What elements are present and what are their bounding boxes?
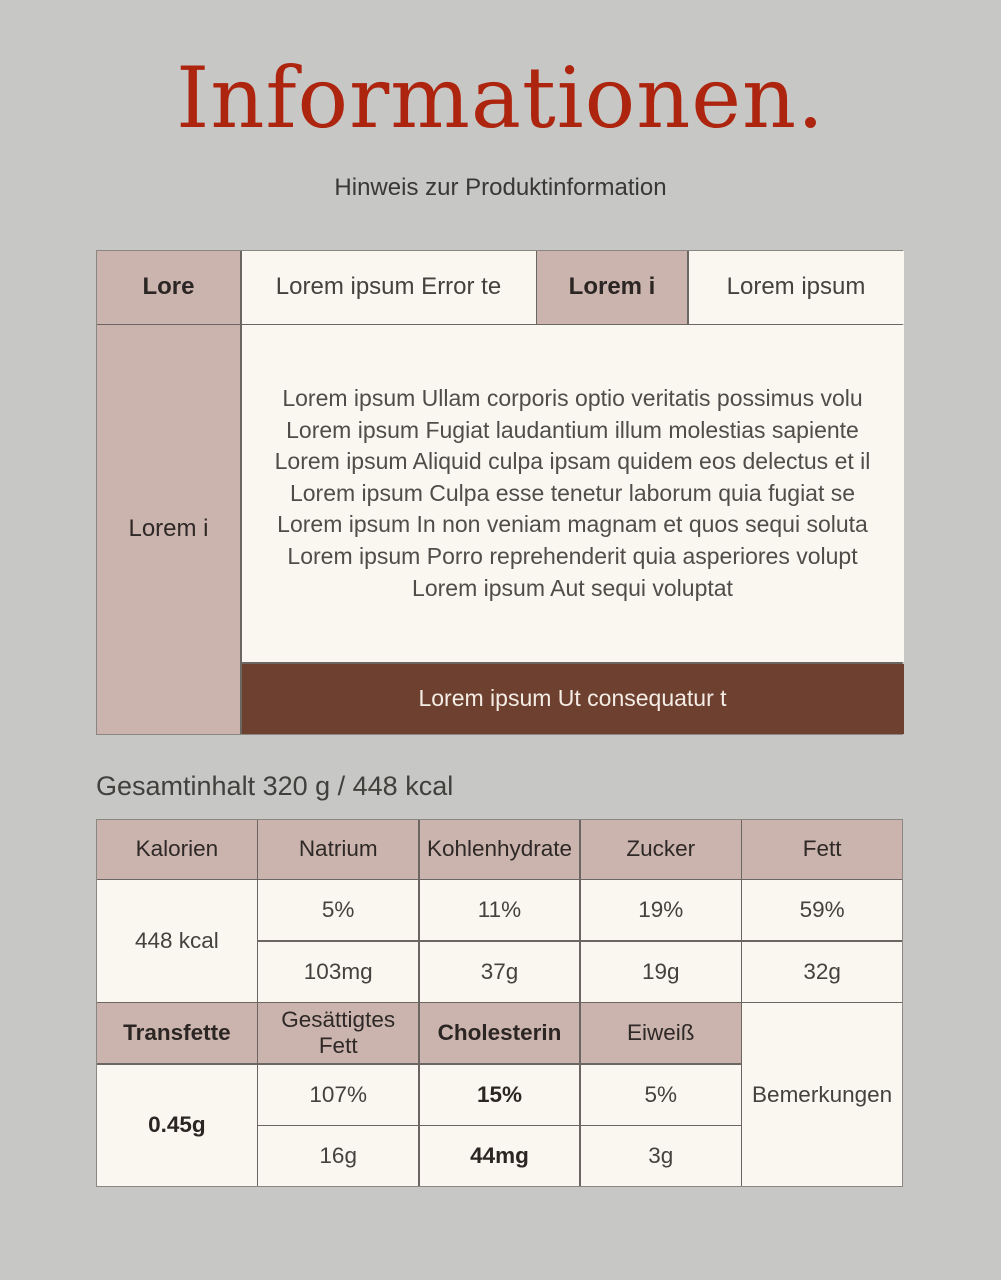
nutrition-amount-eiweiss: 3g	[581, 1126, 741, 1186]
info-header-cell-error: Lorem ipsum Error te	[242, 251, 536, 324]
nutrition-percent-gesaettigtes-fett: 107%	[258, 1065, 418, 1125]
info-table	[96, 250, 903, 735]
info-body-text	[242, 325, 904, 662]
info-header-cell-lorem-ipsum: Lorem ipsum	[689, 251, 904, 324]
page-title: Informationen.	[176, 49, 825, 147]
nutrition-amount-cholesterin: 44mg	[420, 1126, 580, 1186]
info-row-label: Lorem i	[97, 325, 240, 734]
info-body-line: Lorem ipsum Ullam corporis optio veritatis possimus volu	[282, 385, 863, 412]
nutrition-amount-zucker: 19g	[581, 942, 741, 1002]
nutrition-header-kalorien: Kalorien	[97, 820, 257, 879]
nutrition-header-eiweiss: Eiweiß	[581, 1003, 741, 1063]
nutrition-amount-kohlenhydrate: 37g	[420, 942, 580, 1002]
nutrition-percent-fett: 59%	[742, 880, 902, 940]
nutrition-amount-natrium: 103mg	[258, 942, 418, 1002]
nutrition-amount-gesaettigtes-fett: 16g	[258, 1126, 418, 1186]
info-body-line: Lorem ipsum Aut sequi voluptat	[412, 574, 733, 601]
nutrition-notes-cell: Bemerkungen	[742, 1003, 902, 1186]
nutrition-header-cholesterin: Cholesterin	[420, 1003, 580, 1063]
page-subtitle: Hinweis zur Produktinformation	[334, 173, 667, 201]
nutrition-header-fett: Fett	[742, 820, 902, 879]
nutrition-header-transfette: Transfette	[97, 1003, 257, 1063]
info-body-line: Lorem ipsum Fugiat laudantium illum molestias sapiente	[286, 416, 859, 443]
info-header-cell-lorem-i: Lorem i	[537, 251, 687, 324]
nutrition-percent-eiweiss: 5%	[581, 1065, 741, 1125]
nutrition-header-kohlenhydrate: Kohlenhydrate	[420, 820, 580, 879]
info-header-cell-lore: Lore	[97, 251, 240, 324]
info-body-line: Lorem ipsum Culpa esse tenetur laborum quia fugiat se	[289, 479, 856, 506]
nutrition-percent-cholesterin: 15%	[420, 1065, 580, 1125]
nutrition-percent-natrium: 5%	[258, 880, 418, 940]
info-body-line: Lorem ipsum Aliquid culpa ipsam quidem eos delectus et il	[274, 448, 871, 475]
nutrition-header-natrium: Natrium	[258, 820, 418, 879]
info-body-line: Lorem ipsum Porro reprehenderit quia asperiores volupt	[287, 542, 858, 569]
nutrition-table	[96, 819, 903, 1188]
nutrition-header-gesaettigtes-fett: Gesättigtes Fett	[258, 1003, 418, 1063]
nutrition-value-transfette: 0.45g	[97, 1065, 257, 1187]
nutrition-value-kcal: 448 kcal	[97, 880, 257, 1002]
info-body-line: Lorem ipsum In non veniam magnam et quos sequi soluta	[277, 511, 868, 538]
nutrition-percent-kohlenhydrate: 11%	[420, 880, 580, 940]
info-footer-bar: Lorem ipsum Ut consequatur t	[242, 664, 904, 734]
nutrition-header-zucker: Zucker	[581, 820, 741, 879]
nutrition-amount-fett: 32g	[742, 942, 902, 1002]
nutrition-percent-zucker: 19%	[581, 880, 741, 940]
totals-heading: Gesamtinhalt 320 g / 448 kcal	[96, 770, 454, 801]
